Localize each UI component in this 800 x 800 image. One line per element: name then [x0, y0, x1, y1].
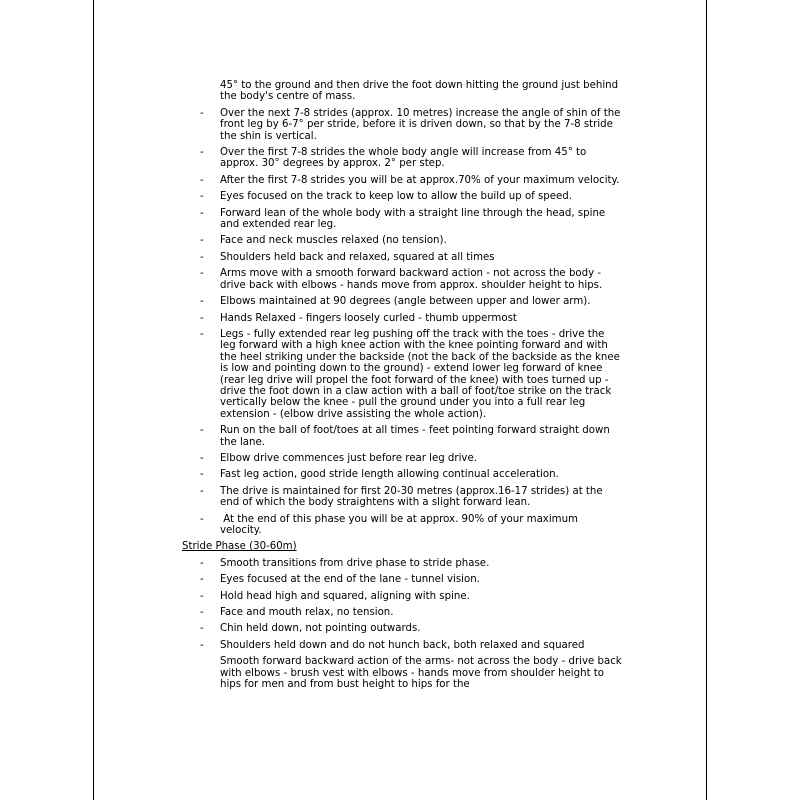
list-item-text: At the end of this phase you will be at approx. 90% of your maximum velocity.	[220, 513, 582, 536]
list-dash: -	[200, 485, 204, 497]
list-item-text: Elbows maintained at 90 degrees (angle between upper and lower arm).	[220, 296, 591, 308]
list-dash: -	[200, 574, 204, 586]
list-item	[182, 558, 622, 569]
list-dash: -	[200, 268, 204, 280]
intro-continuation: 45° to the ground and then drive the foot down hitting the ground just behind the body's centre of mass.	[220, 80, 619, 103]
list-item	[182, 268, 622, 291]
list-dash: -	[200, 469, 204, 481]
list-item-text: Face and neck muscles relaxed (no tension).	[220, 235, 447, 247]
list-item-text: Elbow drive commences just before rear leg drive.	[220, 452, 477, 464]
list-item-text: Arms move with a smooth forward backward action - not across the body - drive back with elbows - hands move from approx. shoulder height to hips.	[220, 268, 603, 291]
list-item-text: Fast leg action, good stride length allowing continual acceleration.	[220, 469, 559, 481]
list-dash: -	[200, 191, 204, 203]
list-item	[182, 486, 622, 509]
list-item-text: Over the first 7-8 strides the whole body angle will increase from 45° to approx. 30° degrees by approx. 2° per step.	[220, 147, 587, 170]
list-item	[182, 147, 622, 170]
list-item-text: Run on the ball of foot/toes at all times - feet pointing forward straight down the lane.	[220, 425, 610, 448]
list-dash: -	[200, 639, 204, 651]
list-item	[182, 252, 622, 263]
list-item-text: Hands Relaxed - fingers loosely curled - thumb uppermost	[220, 312, 517, 324]
list-item	[182, 235, 622, 246]
list-item-text: Forward lean of the whole body with a straight line through the head, spine and extended rear leg.	[220, 207, 606, 231]
list-dash: -	[200, 207, 204, 219]
list-dash: -	[200, 557, 204, 569]
list-dash: -	[200, 251, 204, 263]
list-dash: -	[200, 296, 204, 308]
list-item-text: Smooth transitions from drive phase to stride phase.	[220, 557, 490, 569]
list-dash: -	[200, 107, 204, 119]
list-item	[182, 175, 622, 186]
list-item	[182, 623, 622, 634]
list-item-text: Hold head high and squared, aligning with spine.	[220, 590, 470, 602]
list-item	[182, 296, 622, 307]
list-dash: -	[200, 235, 204, 247]
list-dash: -	[200, 513, 204, 525]
list-item-text: Over the next 7-8 strides (approx. 10 metres) increase the angle of shin of the front leg by 6-7° per stride, before it is driven down, so that by the 7-8 stride the shin is vertical.	[220, 107, 621, 142]
list-item	[182, 425, 622, 448]
list-dash: -	[200, 312, 204, 324]
document-body	[182, 80, 622, 695]
list-item	[182, 453, 622, 464]
list-item-text: Chin held down, not pointing outwards.	[220, 623, 421, 635]
list-item	[182, 108, 622, 142]
list-item-text: Legs - fully extended rear leg pushing off the track with the toes - drive the leg forward with a high knee action with the knee pointing forward and with the heel striking under the backside (not the back of the backside as the knee is low and pointing down to the ground) - extend lower leg forward of knee (rear leg drive will propel the foot forward of the knee) with toes turned up - drive the foot down in a claw action with a ball of foot/toe strike on the track vertically below the knee - pull the ground under you into a full rear leg extension - (elbow drive assisting the whole action).	[220, 328, 620, 420]
list-item-text: The drive is maintained for first 20-30 metres (approx.16-17 strides) at the end of which the body straightens with a slight forward lean.	[220, 485, 603, 509]
list-item	[182, 208, 622, 231]
list-dash: -	[200, 147, 204, 159]
list-item	[182, 574, 622, 585]
list-item	[182, 514, 622, 537]
list-item-text: Face and mouth relax, no tension.	[220, 607, 394, 619]
section-heading: Stride Phase (30-60m)	[182, 541, 297, 553]
list-item-text: Shoulders held down and do not hunch back, both relaxed and squared	[220, 639, 585, 651]
stride-tail-paragraph: Smooth forward backward action of the arms- not across the body - drive back with elbows - brush vest with elbows - hands move from shoulder height to hips for men and from bust height to hips for the	[220, 656, 622, 691]
list-item	[182, 191, 622, 202]
list-item	[182, 607, 622, 618]
list-item	[182, 313, 622, 324]
list-item	[182, 640, 622, 651]
list-item	[182, 591, 622, 602]
list-dash: -	[200, 328, 204, 340]
list-dash: -	[200, 452, 204, 464]
list-dash: -	[200, 623, 204, 635]
list-item-text: Eyes focused at the end of the lane - tunnel vision.	[220, 574, 480, 586]
list-item-text: Eyes focused on the track to keep low to allow the build up of speed.	[220, 191, 573, 203]
list-item-text: After the first 7-8 strides you will be at approx.70% of your maximum velocity.	[220, 174, 620, 186]
list-dash: -	[200, 607, 204, 619]
list-item	[182, 329, 622, 420]
list-item	[182, 469, 622, 480]
document-page	[93, 0, 707, 800]
list-item-text: Shoulders held back and relaxed, squared at all times	[220, 251, 495, 263]
list-dash: -	[200, 174, 204, 186]
list-dash: -	[200, 590, 204, 602]
list-dash: -	[200, 425, 204, 437]
